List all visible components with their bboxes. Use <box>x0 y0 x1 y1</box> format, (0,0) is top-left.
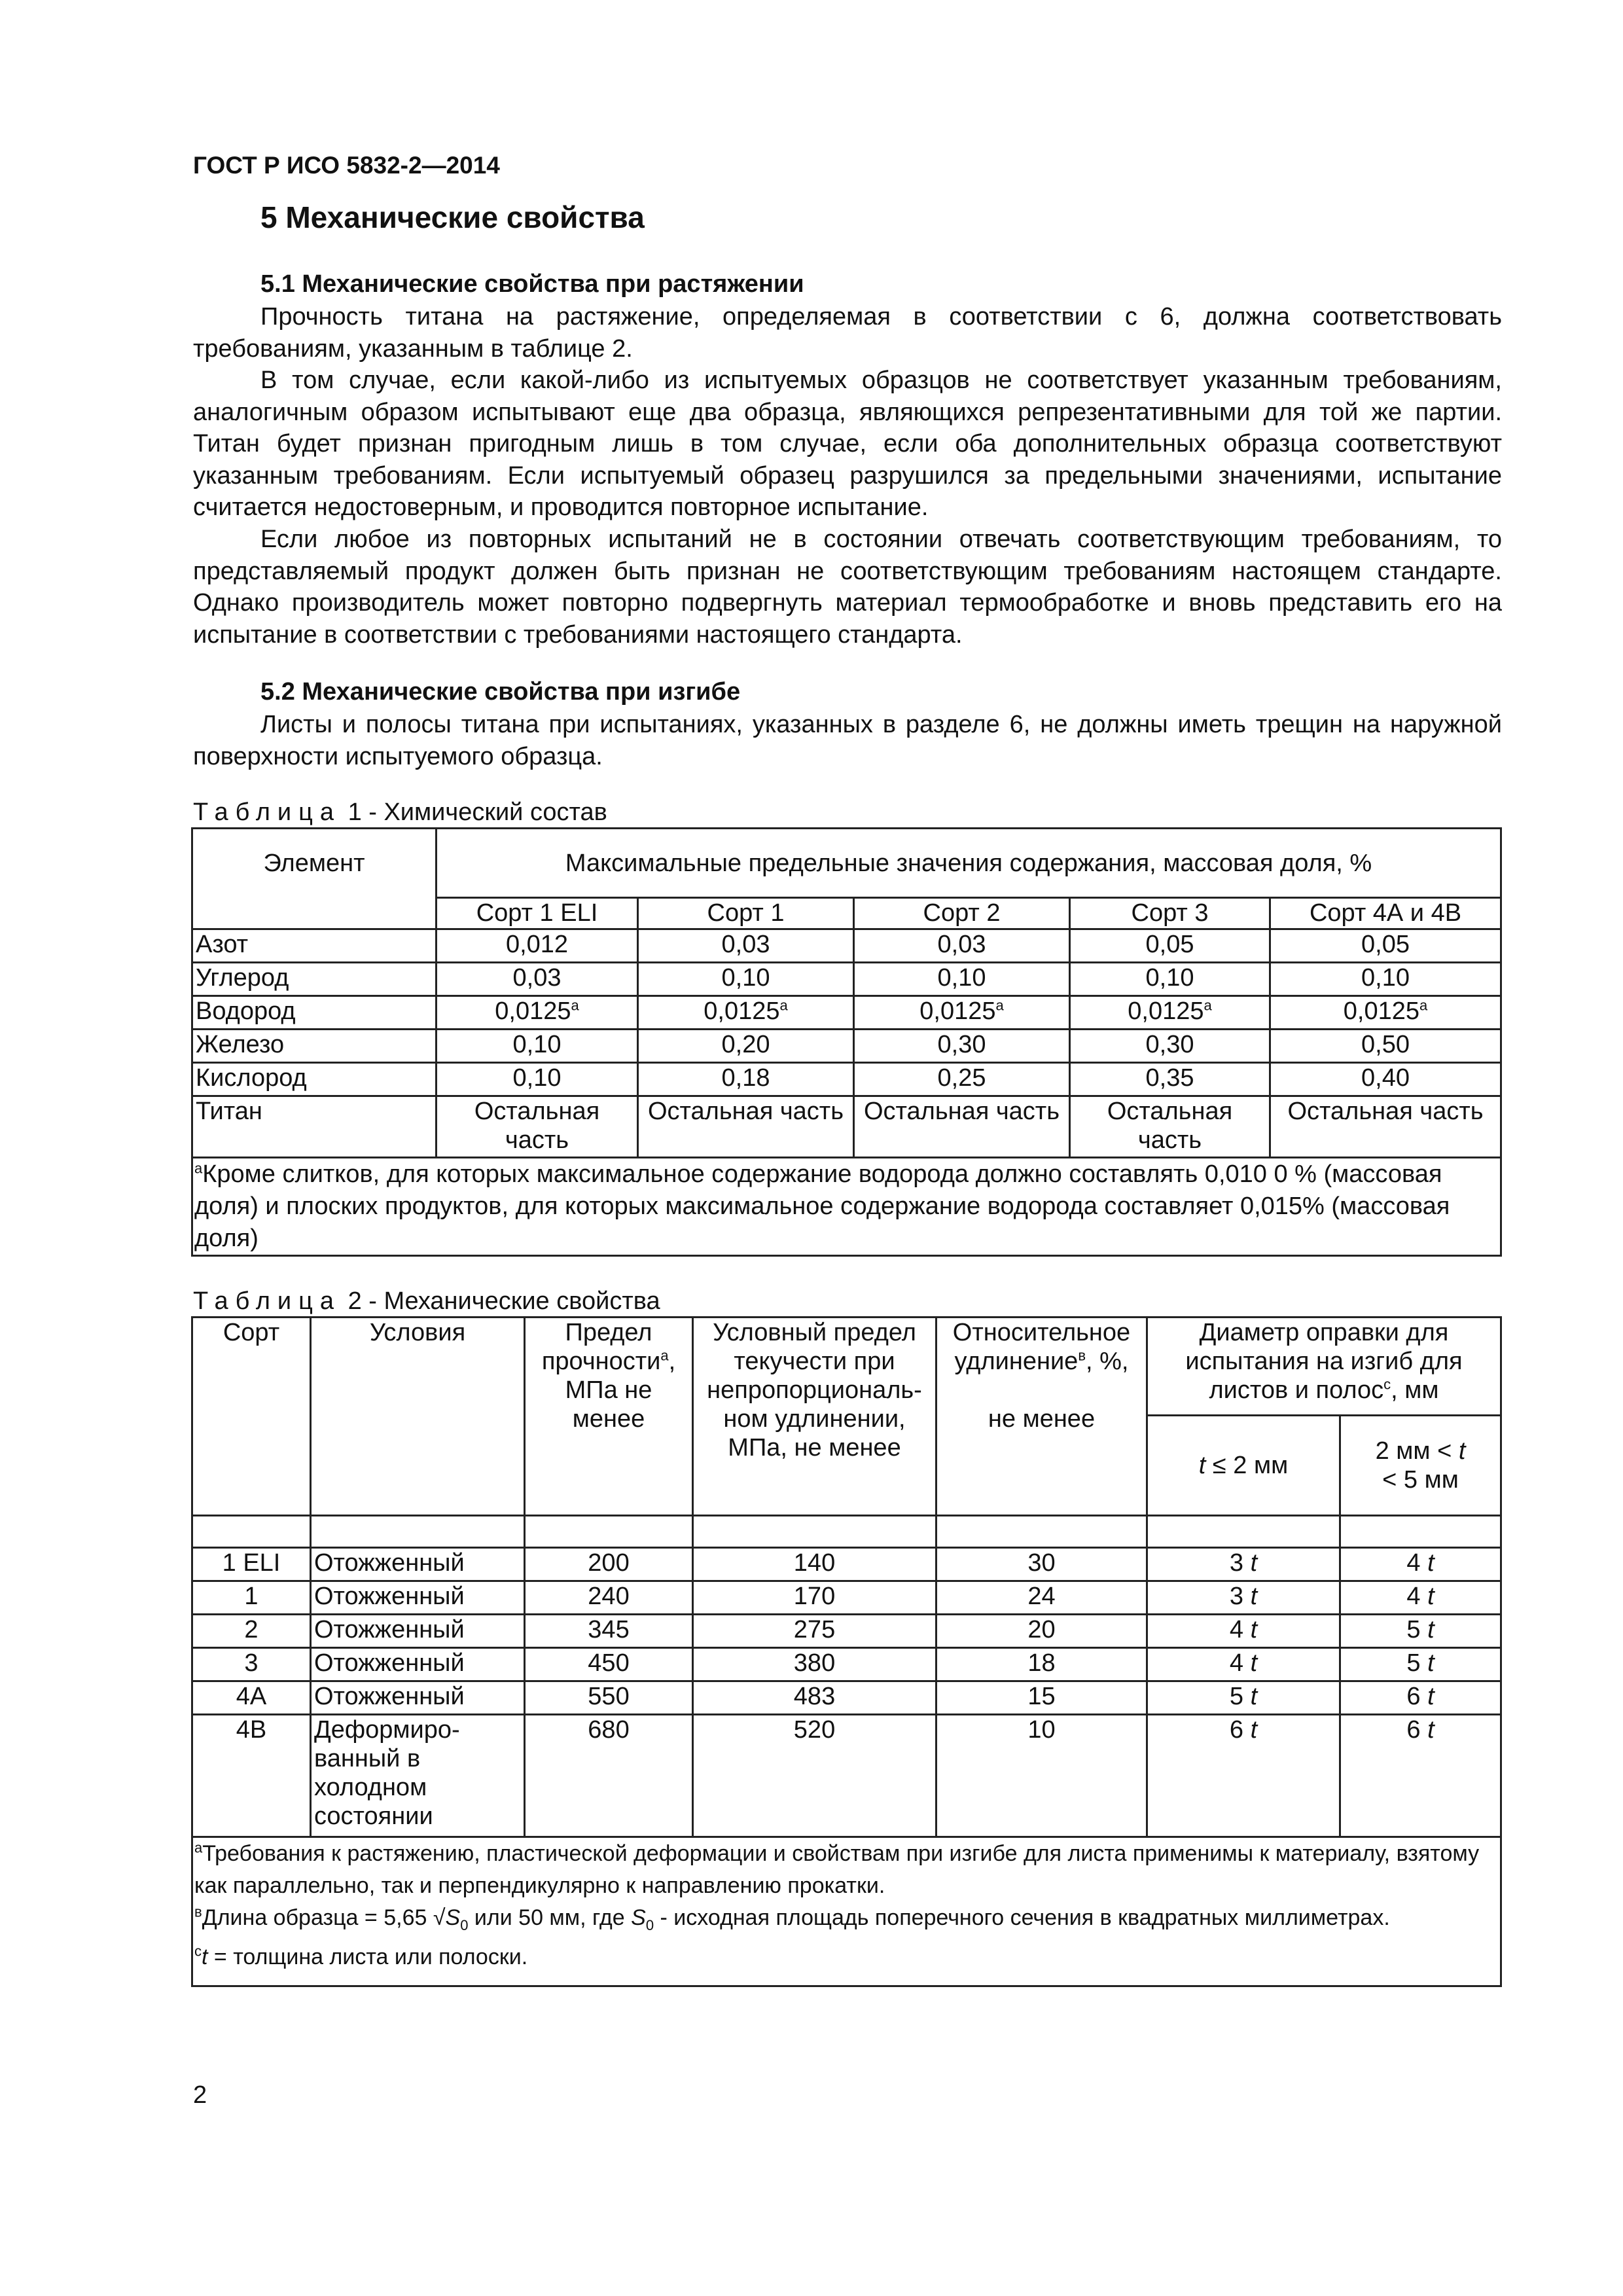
table2-header-t-2-5: 2 мм < t < 5 мм <box>1340 1416 1501 1516</box>
table1-grade-3: Сорт 3 <box>1070 898 1270 929</box>
table1-cell: Остальная часть <box>638 1096 854 1158</box>
table1-row-name: Азот <box>192 929 437 963</box>
table1-row-name: Железо <box>192 1030 437 1063</box>
table2-header-grade: Сорт <box>192 1318 311 1516</box>
table1-cell: 0,40 <box>1270 1063 1501 1096</box>
document-header: ГОСТ Р ИСО 5832-2—2014 <box>193 152 500 179</box>
table2-spacer-row <box>192 1516 1501 1548</box>
table1-cell: 0,10 <box>638 963 854 996</box>
table1-grade-4: Сорт 4А и 4В <box>1270 898 1501 929</box>
table1-cell: 0,25 <box>854 1063 1070 1096</box>
footnote-mark: а <box>995 997 1004 1014</box>
table2-footnote-c: $^с$t = толщина листа или полоски. <box>194 1943 528 1969</box>
table1-cell: 0,20 <box>638 1030 854 1063</box>
footnote-mark: а <box>779 997 788 1014</box>
table1-row <box>192 1096 1501 1158</box>
table1-row-name: Титан <box>192 1096 437 1158</box>
table1-cell: 0,03 <box>854 929 1070 963</box>
table1-row-name: Углерод <box>192 963 437 996</box>
table1-cell: 0,10 <box>437 1030 638 1063</box>
table2-header-diameter: Диаметр оправки для испытания на изгиб для листов и полос$^с$, мм <box>1147 1318 1501 1416</box>
table2-row: 4А Отожженный 550 483 15 5 t 6 t <box>192 1681 1501 1715</box>
footnote-mark: в <box>1078 1347 1086 1364</box>
table2-row: 4В Деформиро-ванный в холодном состоянии 680 520 10 6 t 6 t <box>192 1715 1501 1837</box>
table1-row-name: Кислород <box>192 1063 437 1096</box>
table1-row <box>192 1063 1501 1096</box>
table1-cell: Остальная часть <box>1270 1096 1501 1158</box>
table1-cell: 0,10 <box>437 1063 638 1096</box>
table2-header-strength: Предел прочности$^а$, МПа не менее <box>525 1318 693 1516</box>
table1-cell: 0,30 <box>854 1030 1070 1063</box>
table1-cell: Остальная часть <box>1070 1096 1270 1158</box>
table2-footnote-a: $^а$Требования к растяжению, пластической деформации и свойствам при изгибе для листа применимы к материалу, взятому как параллельно, так и перпендикулярно к направлению прокатки. <box>194 1839 1480 1898</box>
paragraph-5-1-3: Если любое из повторных испытаний не в состоянии отвечать соответствующим требованиям, то представляемый продукт должен быть признан не соответствующим требованиям настоящем стандарте. Однако производитель может повторно подвергнуть материал термообработке и вновь представить его на испытание в соответствии с требованиями настоящего стандарта. <box>193 526 1502 649</box>
table1-grade-1: Сорт 1 <box>638 898 854 929</box>
table1-cell: 0,30 <box>1070 1030 1270 1063</box>
section-title: 5 Механические свойства <box>260 200 645 234</box>
subsection-5-1-title: 5.1 Механические свойства при растяжении <box>260 270 804 298</box>
table2-caption-word: Таблица <box>193 1287 341 1315</box>
table2-row: 1 Отожженный 240 170 24 3 t 4 t <box>192 1581 1501 1615</box>
footnote-mark: а <box>1419 997 1428 1014</box>
table1-cell: Остальная часть <box>854 1096 1070 1158</box>
table1-row <box>192 996 1501 1030</box>
table2-row: 1 ELI Отожженный 200 140 30 3 t 4 t <box>192 1548 1501 1581</box>
table1-cell: 0,10 <box>1270 963 1501 996</box>
paragraph-5-1-1: Прочность титана на растяжение, определяемая в соответствии с 6, должна соответствовать требованиям, указанным в таблице 2. <box>193 303 1502 363</box>
paragraph-5-1-2: В том случае, если какой-либо из испытуемых образцов не соответствует указанным требованиям, аналогичным образом испытывают еще два образца, являющихся репрезентативными для той же партии. Титан будет признан пригодным лишь в том случае, если оба дополнительных образца соответствуют указанным требованиям. Если испытуемый образец разрушился за предельными значениями, испытание считается недостоверным, и проводится повторное испытание. <box>193 367 1502 522</box>
table1-header-group: Максимальные предельные значения содержания, массовая доля, % <box>437 829 1501 898</box>
table1-cell: 0,05 <box>1270 929 1501 963</box>
table1-grade-2: Сорт 2 <box>854 898 1070 929</box>
table2-row: 3 Отожженный 450 380 18 4 t 5 t <box>192 1648 1501 1681</box>
table2-footnotes <box>192 1837 1501 1986</box>
table1-footnote: $^а$Кроме слитков, для которых максимальное содержание водорода должно составлять 0,010 0 % (массовая доля) и плоских продуктов, для которых максимальное содержание водорода составляет 0,015% (массовая доля) <box>192 1158 1501 1256</box>
page-number: 2 <box>193 2081 207 2109</box>
table1-cell: $0,0125^а$ <box>1270 996 1501 1030</box>
table2-caption-text: 2 - Механические свойства <box>348 1287 660 1315</box>
table1-cell: 0,05 <box>1070 929 1270 963</box>
table1-row-name: Водород <box>192 996 437 1030</box>
table1-caption <box>193 798 607 827</box>
table1-cell: $0,0125^а$ <box>437 996 638 1030</box>
table1-cell: Остальная часть <box>437 1096 638 1158</box>
footnote-mark: а <box>571 997 579 1014</box>
mechanical-properties-table <box>191 1316 1502 1987</box>
table1-row <box>192 929 1501 963</box>
table2-header-t-le-2: t ≤ 2 мм <box>1147 1416 1340 1516</box>
footnote-mark: а <box>194 1160 203 1177</box>
paragraph-5-2-1: Листы и полосы титана при испытаниях, указанных в разделе 6, не должны иметь трещин на наружной поверхности испытуемого образца. <box>193 711 1502 770</box>
table2-header-elongation: Относительное удлинение$^в$, %, не менее <box>936 1318 1147 1516</box>
chemical-composition-table <box>191 827 1502 1257</box>
table1-cell: 0,03 <box>437 963 638 996</box>
table1-cell: 0,35 <box>1070 1063 1270 1096</box>
table1-cell: 0,18 <box>638 1063 854 1096</box>
table2-caption <box>193 1287 660 1316</box>
footnote-mark: с <box>1383 1376 1391 1393</box>
table1-header-element: Элемент <box>192 829 437 929</box>
table2-header-conditions: Условия <box>311 1318 525 1516</box>
footnote-mark: а <box>660 1347 669 1364</box>
table1-caption-word: Таблица <box>193 798 341 826</box>
table1-cell: $0,0125^а$ <box>1070 996 1270 1030</box>
footnote-mark: а <box>1204 997 1212 1014</box>
subsection-5-2-title: 5.2 Механические свойства при изгибе <box>260 678 741 706</box>
table2-row: 2 Отожженный 345 275 20 4 t 5 t <box>192 1615 1501 1648</box>
table1-caption-text: 1 - Химический состав <box>348 798 607 826</box>
table1-cell: $0,0125^а$ <box>854 996 1070 1030</box>
table2-footnote-b: $^в$Длина образца = 5,65 $√S_0$ или 50 мм, где $S_0$ - исходная площадь поперечного сечения в квадратных миллиметрах. <box>194 1903 1390 1933</box>
table1-cell: $0,0125^а$ <box>638 996 854 1030</box>
table1-row <box>192 963 1501 996</box>
table1-cell: 0,10 <box>854 963 1070 996</box>
table1-cell: 0,50 <box>1270 1030 1501 1063</box>
table2-header-yield: Условный предел текучести при непропорциональ-ном удлинении, МПа, не менее <box>693 1318 936 1516</box>
table1-cell: 0,03 <box>638 929 854 963</box>
table1-cell: 0,10 <box>1070 963 1270 996</box>
table1-cell: 0,012 <box>437 929 638 963</box>
table1-row <box>192 1030 1501 1063</box>
table1-grade-1eli: Сорт 1 ELI <box>437 898 638 929</box>
